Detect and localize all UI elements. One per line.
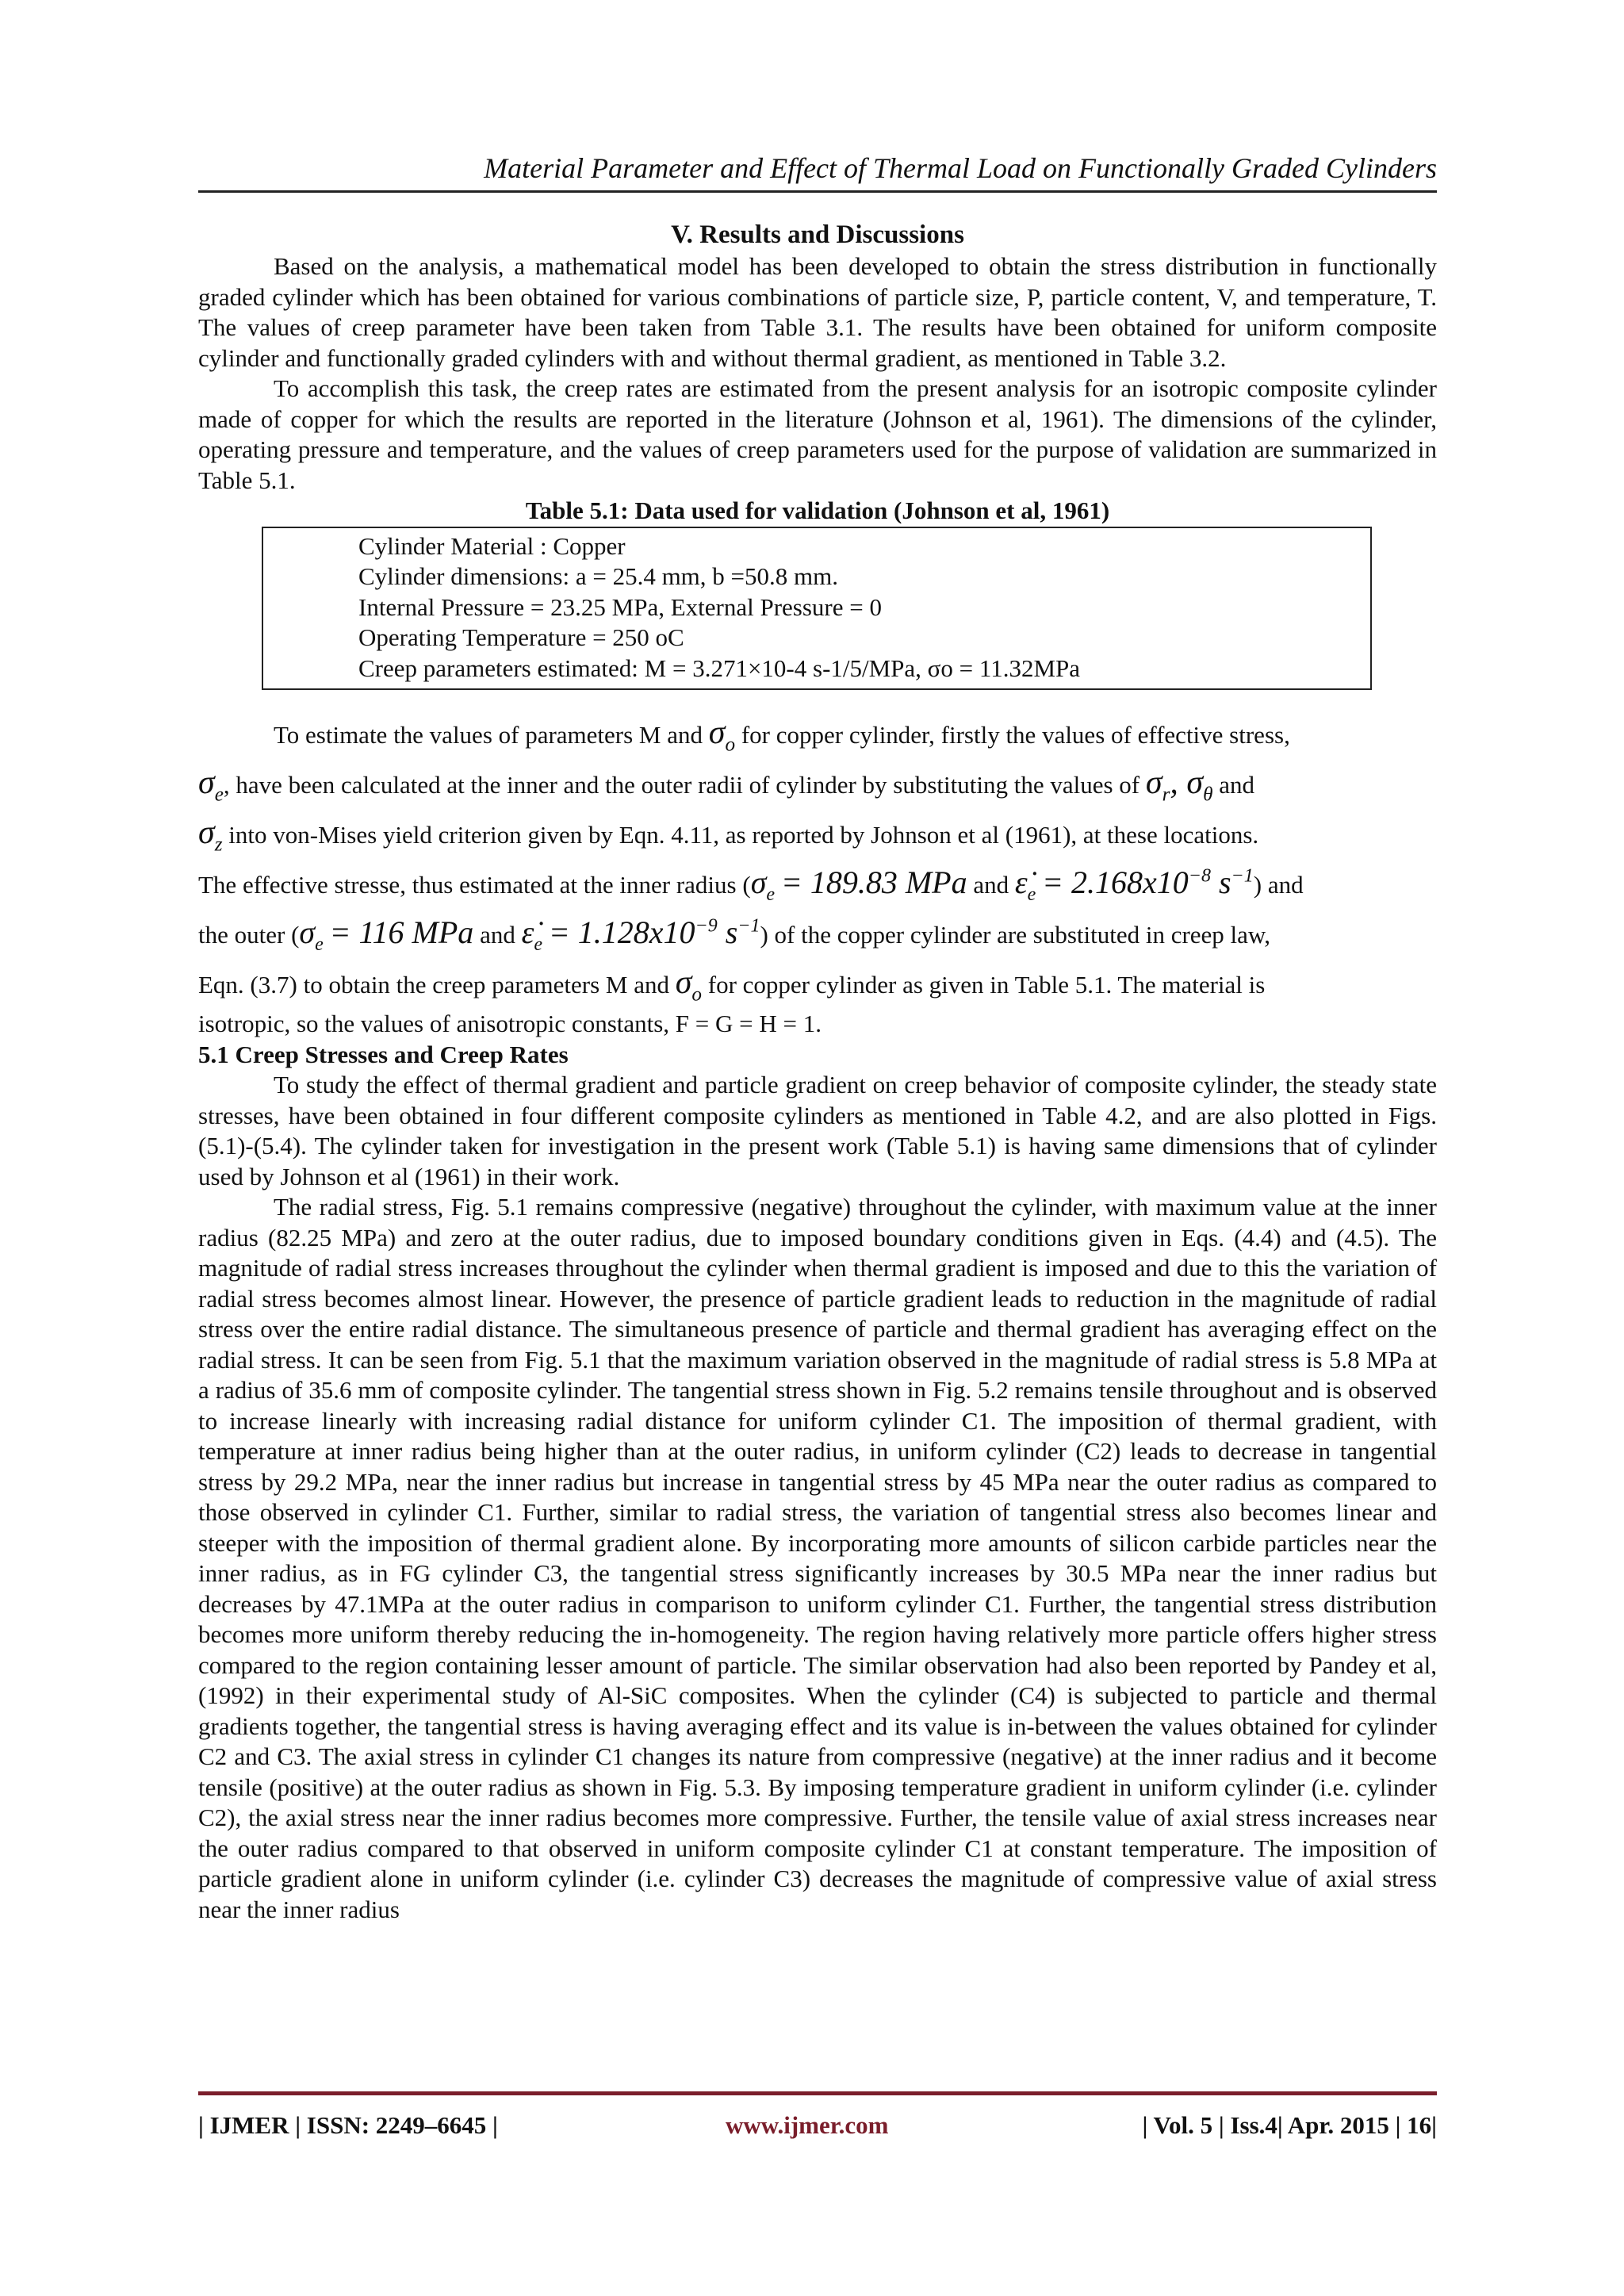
equation-mantissa: = 1.128x10 (548, 914, 695, 950)
text-span: The effective stresse, thus estimated at the inner radius ( (198, 871, 751, 899)
equation-paragraph (198, 959, 1437, 1009)
header-rule (198, 190, 1437, 193)
text-span: and (1219, 771, 1255, 799)
sigma-e-symbol: $\sigma_e$ (198, 765, 224, 806)
equation-paragraph (198, 709, 1437, 759)
paragraph-intro: Based on the analysis, a mathematical model has been developed to obtain the stress distribution in functionally graded cylinder which has been obtained for various combinations of particle size, P, particle content, V, and temperature, T. The values of creep parameter have been taken from Table 3.1. The results have been obtained for uniform composite cylinder and functionally graded cylinders with and without thermal gradient, as mentioned in Table 3.2. (198, 252, 1437, 372)
sigma-z-symbol: $\sigma_z$ (198, 815, 223, 856)
text-span: Eqn. (3.7) to obtain the creep parameters M and (198, 971, 669, 999)
equation-value (549, 914, 760, 950)
text-span: into von-Mises yield criterion given by Eqn. 4.11, as reported by Johnson et al (1961), at these locations. (228, 821, 1259, 849)
equation-exponent: −9 (695, 915, 718, 937)
text-span: and (973, 871, 1009, 899)
equation-value: = 189.83 MPa (780, 864, 967, 900)
sigma-e-symbol: $\sigma_e$ (750, 864, 776, 905)
paragraph-stress-discussion: The radial stress, Fig. 5.1 remains compressive (negative) throughout the cylinder, with maximum value at the inner radius (82.25 MPa) and zero at the outer radius, due to imposed boundary conditions given in Eqs. (4.4) and (4.5). The magnitude of radial stress increases throughout the cylinder when thermal gradient is imposed and due to this the variation of radial stress becomes almost linear. However, the presence of particle gradient leads to reduction in the magnitude of radial stress over the entire radial distance. The simultaneous presence of particle and thermal gradient has averaging effect on the radial stress. It can be seen from Fig. 5.1 that the maximum variation observed in the magnitude of radial stress is 5.8 MPa at a radius of 35.6 mm of composite cylinder. The tangential stress shown in Fig. 5.2 remains tensile throughout and is observed to increase linearly with increasing radial distance for uniform cylinder C1. The imposition of thermal gradient, with temperature at inner radius being higher than at the outer radius, in uniform cylinder (C2) leads to decrease in tangential stress by 29.2 MPa, near the inner radius but increase in tangential stress by 45 MPa near the outer radius as compared to those observed in cylinder C1. Further, similar to radial stress, the variation of tangential stress also becomes linear and steeper with the imposition of thermal gradient alone. By incorporating more amounts of silicon carbide particles near the inner radius, as in FG cylinder C3, the tangential stress significantly increases by 30.5 MPa near the inner radius but decreases by 47.1MPa at the outer radius in comparison to uniform cylinder C1. Further, the tangential stress distribution becomes more uniform thereby reducing the in-homogeneity. The region having relatively more particle offers higher stress compared to the region containing lesser amount of particle. The similar observation had also been reported by Pandey et al, (1992) in their experimental study of Al-SiC composites. When the cylinder (C4) is subjected to particle and thermal gradients together, the tangential stress is having averaging effect and its value is in-between the values obtained for cylinder C2 and C3. The axial stress in cylinder C1 changes its nature from compressive (negative) at the inner radius and it become tensile (positive) at the outer radius as shown in Fig. 5.3. By imposing temperature gradient in uniform cylinder (i.e. cylinder C2), the axial stress near the inner radius becomes more compressive. Further, the tensile value of axial stress increases near the outer radius compared to that observed in uniform composite cylinder C1 at constant temperature. The imposition of particle gradient alone in uniform cylinder (i.e. cylinder C3) decreases the magnitude of compressive value of axial stress near the inner radius (198, 1193, 1437, 1923)
footer-rule (198, 2091, 1437, 2095)
text-span: the outer ( (198, 921, 300, 949)
text-span: , have been calculated at the inner and the outer radii of cylinder by substituting the values of (223, 771, 1140, 799)
sigma-r-theta-symbol: $\sigma_r$, $\sigma_\theta$ (1145, 765, 1213, 806)
running-header: Material Parameter and Effect of Thermal Load on Functionally Graded Cylinders (484, 152, 1437, 184)
page (198, 0, 1437, 2296)
footer-issue-info: | Vol. 5 | Iss.4| Apr. 2015 | 16| (1142, 2111, 1437, 2139)
body-flow (198, 218, 1437, 1925)
section-title: V. Results and Discussions (671, 220, 964, 249)
text-span: To estimate the values of parameters M and (274, 721, 703, 749)
text-span: for copper cylinder as given in Table 5.1. The material is (707, 971, 1266, 999)
equation-exponent: −1 (737, 915, 760, 937)
table-row: Operating Temperature = 250 oC (358, 623, 684, 651)
equation-paragraph (198, 859, 1437, 909)
equation-value: = 116 MPa (329, 914, 474, 950)
footer-journal-info: | IJMER | ISSN: 2249–6645 | (198, 2111, 498, 2139)
table-row: Cylinder dimensions: a = 25.4 mm, b =50.8 mm. (358, 562, 838, 590)
sigma-o-symbol: $\sigma_o$ (675, 964, 703, 1006)
table-row: Internal Pressure = 23.25 MPa, External Pressure = 0 (358, 592, 882, 621)
text-span: and (480, 921, 515, 949)
strain-rate-symbol: $\varepsiloṅ_e$ (521, 914, 542, 955)
table-row: Creep parameters estimated: M = 3.271×10-4 s-1/5/MPa, σo = 11.32MPa (358, 654, 1081, 682)
sigma-e-symbol: $\sigma_e$ (299, 914, 324, 955)
subsection-title: 5.1 Creep Stresses and Creep Rates (198, 1040, 569, 1068)
equation-exponent: −1 (1231, 865, 1254, 887)
equation-paragraph (198, 909, 1437, 959)
footer-website-link[interactable]: www.ijmer.com (726, 2111, 889, 2139)
equation-exponent: −8 (1188, 865, 1211, 887)
validation-data-table (262, 527, 1372, 691)
equation-value (1042, 864, 1254, 900)
equation-unit: s (725, 914, 738, 950)
sigma-o-symbol: $\sigma_o$ (708, 715, 736, 756)
text-span: ) of the copper cylinder are substituted in creep law, (760, 921, 1271, 949)
table-row: Cylinder Material : Copper (358, 531, 626, 560)
equation-mantissa: = 2.168x10 (1042, 864, 1189, 900)
paragraph-creep-study: To study the effect of thermal gradient and particle gradient on creep behavior of composite cylinder, the steady state stresses, have been obtained in four different composite cylinders as mentioned in Table 4.2, and are also plotted in Figs. (5.1)-(5.4). The cylinder taken for investigation in the present work (Table 5.1) is having same dimensions that of cylinder used by Johnson et al (1961) in their work. (198, 1071, 1437, 1190)
equation-paragraph (198, 759, 1437, 809)
text-span: ) and (1253, 871, 1304, 899)
text-span: for copper cylinder, firstly the values of effective stress, (741, 721, 1290, 749)
table-caption: Table 5.1: Data used for validation (Johnson et al, 1961) (525, 496, 1110, 524)
strain-rate-symbol: $\varepsiloṅ_e$ (1014, 864, 1036, 905)
isotropy-note: isotropic, so the values of anisotropic constants, F = G = H = 1. (198, 1010, 822, 1037)
equation-paragraph (198, 809, 1437, 859)
equation-unit: s (1218, 864, 1231, 900)
paragraph-validation-setup: To accomplish this task, the creep rates are estimated from the present analysis for an isotropic composite cylinder made of copper for which the results are reported in the literature (Johnson et al, 1961). The dimensions of the cylinder, operating pressure and temperature, and the values of creep parameters used for the purpose of validation are summarized in Table 5.1. (198, 374, 1437, 494)
